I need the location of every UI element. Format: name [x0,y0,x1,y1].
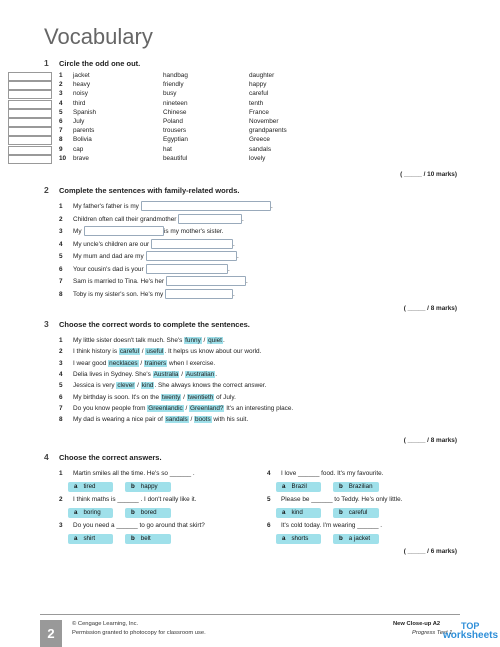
sentence-start: Your cousin's dad is your [73,265,144,273]
word-option[interactable]: heavy [73,81,91,89]
option-letter: a [282,509,286,516]
sentence-start: Toby is my sister's son. He's my [73,290,164,298]
option-b[interactable] [125,534,171,544]
option-letter: b [131,535,135,542]
question-text: It's cold today. I'm wearing ______ . [281,522,383,529]
logo-top: TOP [461,621,480,631]
sentence-end: . [228,265,230,273]
option-letter: a [74,483,78,490]
option-letter: a [74,509,78,516]
sentence-start: My [73,228,82,235]
sentence [73,416,248,423]
word-option[interactable]: happy [249,81,267,89]
sentence-start: My mum and dad are my [73,253,144,260]
answer-box[interactable] [8,136,52,145]
footer-divider [40,614,460,615]
option-a[interactable] [68,534,113,544]
item-number: 5 [267,496,271,503]
word-option[interactable]: brave [73,154,89,162]
sentence-start: I wear good [73,359,109,367]
word-option[interactable]: Greece [249,136,270,144]
option-letter: b [339,509,343,516]
answer-box[interactable] [8,109,52,118]
option-b[interactable] [333,508,379,518]
option-text: kind [291,509,303,516]
sentence-end: with his suit. [211,416,249,424]
sentence-start: My uncle's children are our [73,240,150,248]
answer-input[interactable] [165,289,233,299]
option-a[interactable] [276,482,321,492]
answer-box[interactable] [8,90,52,99]
option-b[interactable] [125,482,171,492]
item-number: 4 [59,240,63,248]
item-number: 2 [59,215,63,223]
question-text: Martin smiles all the time. He's so ______ . [73,470,195,477]
sentence-end: . [215,370,218,378]
item-number: 6 [59,118,63,125]
word-option[interactable]: noisy [73,90,88,98]
item-number: 1 [59,337,63,344]
item-number: 4 [59,370,63,378]
answer-input[interactable] [146,251,237,261]
answer-box[interactable] [8,127,52,136]
sentence-end: . It helps us know about our world. [164,348,262,356]
option-letter: a [74,535,78,542]
slash-separator: / [188,416,195,424]
answer-input[interactable] [166,276,246,286]
option-letter: a [282,535,286,542]
section-instruction: Circle the odd one out. [59,59,141,68]
sentence-end: of July. [214,393,236,401]
slash-separator: / [181,393,187,401]
word-option[interactable]: grandparents [249,127,287,135]
section-number: 2 [44,185,49,195]
word-option[interactable]: Bolivia [73,136,92,144]
word-option[interactable]: sandals [249,145,272,153]
item-number: 3 [59,228,63,235]
item-number: 7 [59,127,63,135]
item-number: 6 [267,522,271,529]
item-number: 1 [59,203,63,210]
word-option[interactable]: Egyptian [163,136,188,144]
option-text: shorts [291,535,309,542]
copyright-text: © Cengage Learning, Inc. [72,621,139,627]
sentence-end: is my mother's sister. [164,228,224,235]
option-text: bored [140,509,157,516]
word-option[interactable]: tenth [249,99,264,107]
choice-option[interactable]: Australia [153,370,179,378]
slash-separator: / [138,359,144,367]
answer-box[interactable] [8,146,52,155]
sentence-end: . [246,278,248,285]
sentence [73,371,217,378]
option-b[interactable] [333,482,379,492]
choice-option[interactable]: quiet [208,337,222,344]
word-option[interactable]: lovely [249,154,266,162]
option-b[interactable] [333,534,379,544]
option-a[interactable] [276,534,321,544]
slash-separator: / [201,337,208,344]
item-number: 7 [59,404,63,412]
book-title: New Close-up A2 [393,621,441,627]
option-letter: b [131,483,135,490]
sentence-start: My dad is wearing a nice pair of [73,416,165,424]
word-option[interactable]: busy [163,90,177,98]
sentence-end: . [237,253,239,260]
option-a[interactable] [276,508,321,518]
option-letter: b [131,509,135,516]
option-text: tired [83,483,96,490]
choice-option[interactable]: careful [119,348,140,356]
choice-option[interactable]: clever [117,382,135,390]
sentence-end: It's an interesting place. [224,404,294,412]
question-text: Please be ______ to Teddy. He's only little. [281,496,403,503]
choice-option[interactable]: Greenlandic [148,404,183,412]
option-text: shirt [83,535,96,542]
sentence-start: Sam is married to Tina. He's her [73,278,165,285]
word-option[interactable]: friendly [163,81,184,89]
answer-box[interactable] [8,118,52,127]
word-option[interactable]: careful [249,90,269,98]
option-a[interactable] [68,482,113,492]
item-number: 5 [59,253,63,260]
choice-option[interactable]: sandals [165,416,188,424]
item-number: 3 [59,359,63,367]
answer-input[interactable] [151,239,233,249]
choice-option[interactable]: useful [146,348,164,356]
item-number: 10 [59,154,67,162]
sentence-start: I think history is [73,348,119,356]
question-text: I love ______ food. It's my favourite. [281,470,384,477]
sentence-end: . [242,215,244,223]
slash-separator: / [135,382,141,390]
logo-worksheets: worksheets [443,630,499,641]
answer-input[interactable] [178,214,242,224]
sentence-start: My little sister doesn't talk much. She's [73,337,185,344]
section-number: 4 [44,452,49,462]
item-number: 7 [59,278,63,285]
section-instruction: Choose the correct answers. [59,453,162,462]
answer-box[interactable] [8,81,52,90]
test-title: Progress Test 1 [412,630,453,636]
permission-text: Permission granted to photocopy for classroom use. [72,630,206,636]
sentence [73,360,215,367]
word-option[interactable]: Spanish [73,108,97,116]
question-text: I think maths is ______ . I don't really like it. [73,496,197,503]
word-option[interactable]: handbag [163,72,188,79]
sentence [73,394,236,401]
section-number: 3 [44,319,49,329]
word-option[interactable]: trousers [163,127,187,135]
option-text: Brazil [291,483,307,490]
sentence-end: . [222,337,225,344]
item-number: 4 [59,99,63,107]
word-option[interactable]: beautiful [163,154,188,162]
sentence-start: My father's father is my [73,203,139,210]
item-number: 6 [59,265,63,273]
choice-option[interactable]: boots [195,416,211,424]
option-text: belt [140,535,151,542]
sentence-start: My birthday is soon. It's on the [73,393,161,401]
answer-box[interactable] [8,72,52,81]
section-number: 1 [44,58,49,68]
item-number: 8 [59,136,63,144]
slash-separator: / [140,348,146,356]
option-letter: b [339,483,343,490]
sentence [73,337,225,344]
slash-separator: / [179,370,185,378]
sentence [73,348,261,355]
item-number: 1 [59,72,63,79]
section-marks: ( _____ / 6 marks) [403,548,457,555]
answer-box[interactable] [8,100,52,109]
word-option[interactable]: nineteen [163,99,188,107]
answer-box[interactable] [8,155,52,164]
option-text: a jacket [348,535,371,542]
word-option[interactable]: third [73,99,86,107]
item-number: 1 [59,470,63,477]
item-number: 2 [59,348,63,356]
choice-option[interactable]: necklaces [109,359,138,367]
choice-option[interactable]: funny [185,337,201,344]
choice-option[interactable]: twentieth [187,393,214,401]
choice-option[interactable]: twenty [161,393,181,401]
sentence-end: when I exercise. [167,359,216,367]
item-number: 9 [59,145,63,153]
word-option[interactable]: Chinese [163,108,187,116]
option-text: happy [140,483,158,490]
sentence-start: Do you know people from [73,404,148,412]
item-number: 5 [59,108,63,116]
sentence-start: Children often call their grandmother [73,215,177,223]
item-number: 8 [59,416,63,424]
section-marks: ( _____ / 8 marks) [403,305,457,312]
option-letter: b [339,535,343,542]
choice-option[interactable]: trainers [144,359,167,367]
item-number: 2 [59,496,63,503]
word-option[interactable]: July [73,118,85,125]
option-a[interactable] [68,508,113,518]
sentence-end: . [271,203,273,210]
sentence-start: Jessica is very [73,382,117,390]
option-text: careful [348,509,368,516]
item-number: 8 [59,290,63,298]
choice-option[interactable]: Greenland? [190,404,224,412]
item-number: 3 [59,522,63,529]
page-title: Vocabulary [44,24,153,49]
word-option[interactable]: daughter [249,72,275,79]
word-option[interactable]: parents [73,127,95,135]
sentence [73,382,266,389]
sentence-end: . She always knows the correct answer. [154,382,267,390]
word-option[interactable]: jacket [73,72,90,79]
word-option[interactable]: cap [73,145,84,153]
answer-input[interactable] [84,226,164,236]
item-number: 3 [59,90,63,98]
item-number: 5 [59,382,63,390]
item-number: 6 [59,393,63,401]
word-option[interactable]: Poland [163,118,183,125]
answer-input[interactable] [141,201,271,211]
sentence [73,405,293,412]
sentence-start: Delia lives in Sydney. She's [73,370,153,378]
word-option[interactable]: France [249,108,269,116]
section-marks: ( _____ / 8 marks) [403,437,457,444]
choice-option[interactable]: kind [141,382,154,390]
option-b[interactable] [125,508,171,518]
section-instruction: Complete the sentences with family-related words. [59,186,240,195]
option-letter: a [282,483,286,490]
sentence-end: . [233,240,235,248]
section-marks: ( _____ / 10 marks) [400,171,457,178]
item-number: 4 [267,470,271,477]
option-text: Brazilian [348,483,373,490]
section-instruction: Choose the correct words to complete the sentences. [59,320,250,329]
word-option[interactable]: hat [163,145,172,153]
answer-input[interactable] [146,264,228,274]
option-text: boring [83,509,101,516]
word-option[interactable]: November [249,118,279,125]
question-text: Do you need a ______ to go around that skirt? [73,522,205,529]
choice-option[interactable]: Australian [185,370,215,378]
sentence-end: . [233,290,235,298]
slash-separator: / [183,404,190,412]
item-number: 2 [59,81,63,89]
page-number: 2 [40,620,62,647]
